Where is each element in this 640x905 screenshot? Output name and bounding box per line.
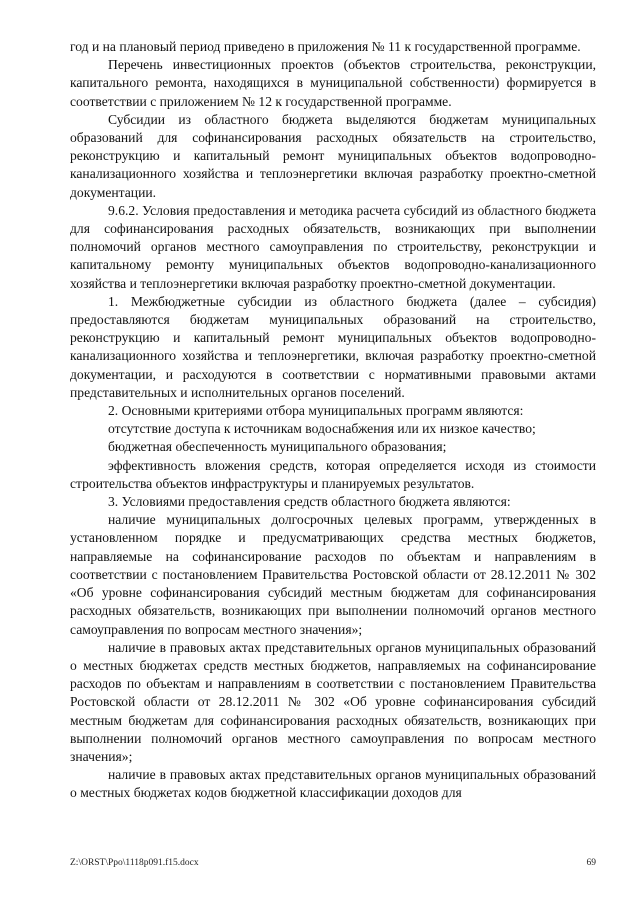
file-path: Z:\ORST\Ppo\1118p091.f15.docx [70,858,199,868]
list-item: эффективность вложения средств, которая определяется исходя из стоимости строительства объектов инфраструктуры и планируемых результатов. [70,457,596,491]
paragraph: 2. Основными критериями отбора муниципальных программ являются: [108,403,524,419]
page-footer [70,857,596,869]
list-item: наличие в правовых актах представительных органов муниципальных образований о местных бюджетах кодов бюджетной классификации доходов для [70,767,596,801]
paragraph: год и на плановый период приведено в приложения № 11 к государственной программе. [70,39,581,54]
paragraph: Субсидии из областного бюджета выделяются бюджетам муниципальных образований для софинансирования расходных обязательств на строительство, реконструкцию и капитальный ремонт муниципальных объектов водопроводно-канализационного хозяйства и теплоэнергетики включая разработку проектно-сметной документации. [70,111,596,200]
body-text [70,38,596,803]
page-number: 69 [586,858,596,868]
paragraph: 3. Условиями предоставления средств областного бюджета являются: [108,494,511,510]
section-heading: 9.6.2. Условия предоставления и методика расчета субсидий из областного бюджета для софинансирования расходных обязательств, возникающих при выполнении полномочий органов местного самоуправления по строительству, реконструкции и капитальному ремонту муниципальных объектов водопроводно-канализационного хозяйства и теплоэнергетики включая разработку проектно-сметной документации. [70,202,596,291]
paragraph: 1. Межбюджетные субсидии из областного бюджета (далее – субсидия) предоставляются бюджетам муниципальных образований на строительство, реконструкцию и капитальный ремонт муниципальных объектов водопроводно-канализационного хозяйства и теплоэнергетики, включая разработку проектно-сметной документации, и расходуются в соответствии с нормативными правовыми актами представительных и исполнительных органов поселений. [70,293,596,400]
paragraph: Перечень инвестиционных проектов (объектов строительства, реконструкции, капитального ремонта, находящихся в муниципальной собственности) формируется в соответствии с приложением № 12 к государственной программе. [70,57,596,109]
list-item: отсутствие доступа к источникам водоснабжения или их низкое качество; [108,421,536,437]
list-item: наличие муниципальных долгосрочных целевых программ, утвержденных в установленном порядке и предусматривающих средства местных бюджетов, направляемые на софинансирование расходов по объектам и направлениям в соответствии с постановлением Правительства Ростовской области от 28.12.2011 № 302 «Об уровне софинансирования субсидий местным бюджетам для софинансирования расходных обязательств, возникающих при выполнении полномочий органов местного самоуправления по вопросам местного значения»; [70,512,596,637]
list-item: наличие в правовых актах представительных органов муниципальных образований о местных бюджетах средств местных бюджетов, направляемых на софинансирование расходов по объектам и направлениям в соответствии с постановлением Правительства Ростовской области от 28.12.2011 № 302 «Об уровне софинансирования субсидий местным бюджетам для софинансирования расходных обязательств, возникающих при выполнении полномочий органов местного самоуправления по вопросам местного значения»; [70,639,596,764]
list-item: бюджетная обеспеченность муниципального образования; [108,439,447,455]
